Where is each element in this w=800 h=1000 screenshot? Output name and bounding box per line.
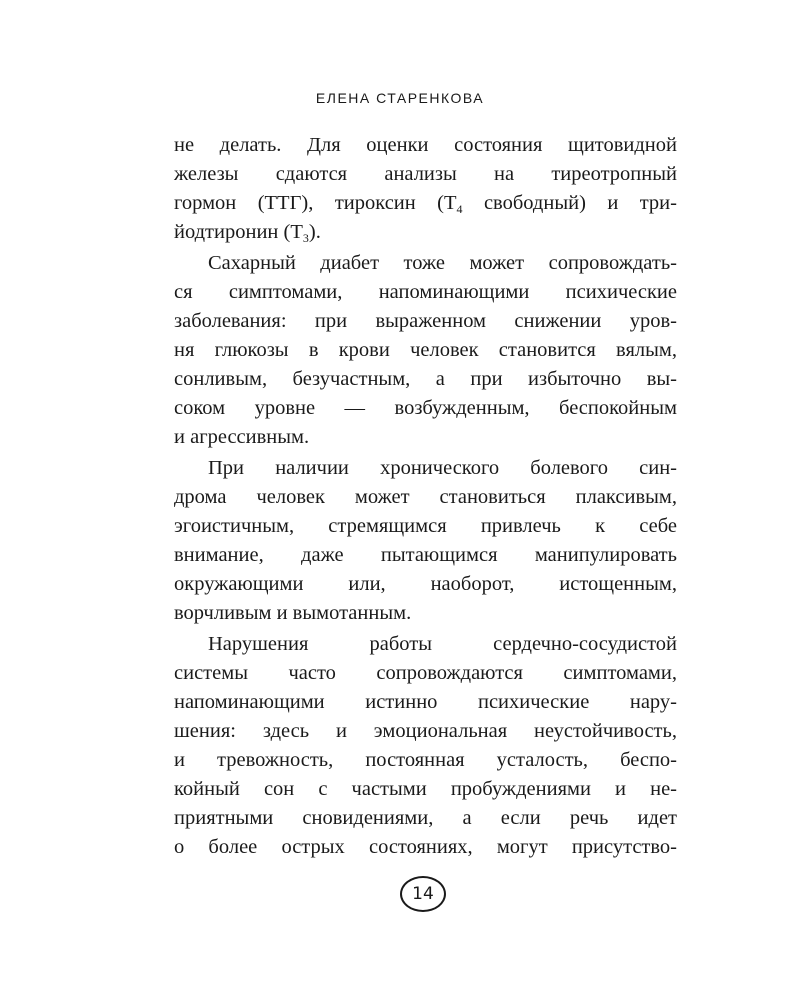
text-line: не делать. Для оценки состояния щитовидной [174, 134, 677, 156]
text-fragment: свободный) и три- [462, 192, 677, 214]
subscript: 4 [456, 202, 463, 216]
text-line: дрома человек может становиться плаксивым, [174, 486, 677, 508]
text-line: соком уровне — возбужденным, беспокойным [174, 397, 677, 419]
text-line: койный сон с частыми пробуждениями и не- [174, 778, 677, 800]
text-line: железы сдаются анализы на тиреотропный [174, 163, 677, 185]
paragraph-4 [174, 630, 677, 862]
page-number-badge [400, 876, 446, 912]
text-line: Сахарный диабет тоже может сопровождать- [208, 252, 677, 274]
text-line: Нарушения работы сердечно-сосудистой [208, 633, 677, 655]
text-fragment: ). [308, 221, 321, 243]
text-line: заболевания: при выраженном снижении уров- [174, 310, 677, 332]
text-line: внимание, даже пытающимся манипулировать [174, 544, 677, 566]
text-line [174, 218, 677, 247]
paragraph-3 [174, 454, 677, 628]
text-fragment: гормон (ТТГ), тироксин (Т [174, 192, 457, 214]
text-line: ся симптомами, напоминающими психические [174, 281, 677, 303]
text-line: о более острых состояниях, могут присутство- [174, 836, 677, 858]
paragraph-1 [174, 131, 677, 247]
text-line: и агрессивным. [174, 426, 310, 448]
text-line: и тревожность, постоянная усталость, беспо- [174, 749, 677, 771]
paragraph-2 [174, 249, 677, 452]
text-line: При наличии хронического болевого син- [208, 457, 677, 479]
text-line [174, 189, 677, 218]
page-number: 14 [412, 884, 434, 904]
subscript: 3 [302, 231, 309, 245]
text-line: шения: здесь и эмоциональная неустойчивость, [174, 720, 677, 742]
running-header-author: ЕЛЕНА СТАРЕНКОВА [315, 90, 485, 106]
body-text [174, 131, 677, 862]
text-line: ворчливым и вымотанным. [174, 602, 412, 624]
text-line: ня глюкозы в крови человек становится вялым, [174, 339, 677, 361]
text-line: напоминающими истинно психические нару- [174, 691, 677, 713]
text-line: приятными сновидениями, а если речь идет [174, 807, 677, 829]
text-line: окружающими или, наоборот, истощенным, [174, 573, 677, 595]
text-fragment: йодтиронин (Т [174, 221, 303, 243]
text-line: сонливым, безучастным, а при избыточно вы- [174, 368, 677, 390]
text-line: эгоистичным, стремящимся привлечь к себе [174, 515, 677, 537]
text-line: системы часто сопровождаются симптомами, [174, 662, 677, 684]
